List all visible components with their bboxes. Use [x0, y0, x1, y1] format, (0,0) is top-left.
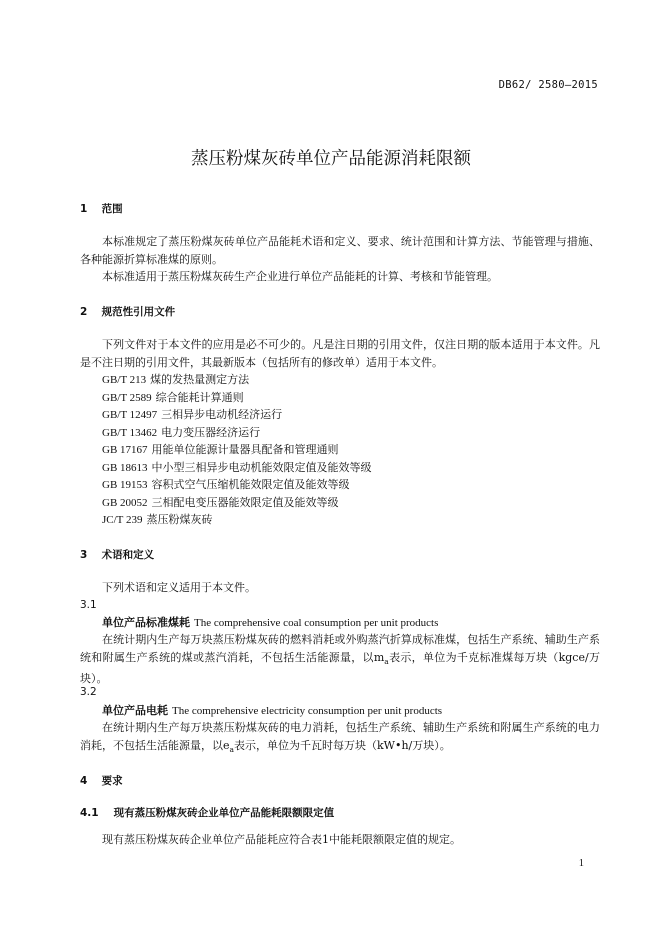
reference-item: GB 18613 中小型三相异步电动机能效限定值及能效等级 — [102, 460, 372, 474]
term-3-1-definition: 在统计期内生产每万块蒸压粉煤灰砖的燃料消耗或外购蒸汽折算成标准煤，包括生产系统、辅助生产系统和附属生产系统的煤或蒸汽消耗，不包括生活能源量，以$m_a$表示，单位为千克标准煤每万块（kgce/万块）。 — [80, 633, 600, 686]
section-number: 2 — [80, 306, 88, 318]
section-title: 现有蒸压粉煤灰砖企业单位产品能耗限额限定值 — [113, 807, 335, 819]
reference-item: GB 19153 容积式空气压缩机能效限定值及能效等级 — [102, 478, 350, 491]
reference-item: GB/T 12497 三相异步电动机经济运行 — [102, 408, 283, 421]
section-1-paragraph-2: 本标准适用于蒸压粉煤灰砖生产企业进行单位产品能耗的计算、考核和节能管理。 — [102, 270, 498, 283]
term-3-2-definition: 在统计期内生产每万块蒸压粉煤灰砖的电力消耗，包括生产系统、辅助生产系统和附属生产系统的电力消耗，不包括生活能源量，以$e_a$表示，单位为千瓦时每万块（kW•h/万块）。 — [80, 721, 600, 754]
term-chinese: 单位产品标准煤耗 — [102, 616, 190, 629]
section-3-intro: 下列术语和定义适用于本文件。 — [102, 581, 256, 594]
section-title: 规范性引用文件 — [101, 306, 176, 318]
section-2-heading — [80, 304, 175, 319]
page-number: 1 — [578, 858, 584, 869]
term-3-2-heading — [102, 702, 442, 721]
section-4-heading — [80, 773, 123, 788]
term-english: The comprehensive coal consumption per unit products — [194, 617, 439, 629]
section-4-1-heading — [80, 805, 334, 820]
reference-item: GB 20052 三相配电变压器能效限定值及能效等级 — [102, 495, 339, 509]
reference-item: GB 17167 用能单位能源计量器具配备和管理通则 — [102, 443, 339, 456]
section-number: 3 — [80, 549, 88, 561]
section-title: 范围 — [101, 203, 123, 215]
section-3-heading — [80, 547, 154, 562]
section-title: 术语和定义 — [101, 549, 155, 561]
reference-item: GB/T 13462 电力变压器经济运行 — [102, 425, 261, 439]
section-number: 1 — [80, 203, 88, 215]
section-4-1-paragraph: 现有蒸压粉煤灰砖企业单位产品能耗应符合表1中能耗限额限定值的规定。 — [102, 833, 461, 846]
term-chinese: 单位产品电耗 — [102, 704, 168, 717]
section-number: 4.1 — [80, 807, 99, 819]
reference-item: GB/T 2589 综合能耗计算通则 — [102, 390, 244, 404]
section-1-paragraph-1: 本标准规定了蒸压粉煤灰砖单位产品能耗术语和定义、要求、统计范围和计算方法、节能管理与措施、各种能源折算标准煤的原则。 — [80, 235, 600, 266]
document-number: DB62/ 2580—2015 — [498, 79, 598, 91]
reference-item: JC/T 239 蒸压粉煤灰砖 — [102, 513, 213, 526]
term-english: The comprehensive electricity consumption per unit products — [172, 705, 443, 717]
term-3-1-heading — [102, 614, 438, 633]
section-title: 要求 — [101, 775, 123, 787]
reference-item: GB/T 213 煤的发热量测定方法 — [102, 373, 250, 386]
term-3-2-number: 3.2 — [80, 686, 97, 698]
section-1-heading — [80, 201, 123, 216]
section-2-intro: 下列文件对于本文件的应用是必不可少的。凡是注日期的引用文件，仅注日期的版本适用于本文件。凡是不注日期的引用文件，其最新版本（包括所有的修改单）适用于本文件。 — [80, 338, 600, 369]
document-title: 蒸压粉煤灰砖单位产品能源消耗限额 — [191, 149, 471, 169]
term-3-1-number: 3.1 — [80, 599, 97, 611]
section-number: 4 — [80, 775, 88, 787]
